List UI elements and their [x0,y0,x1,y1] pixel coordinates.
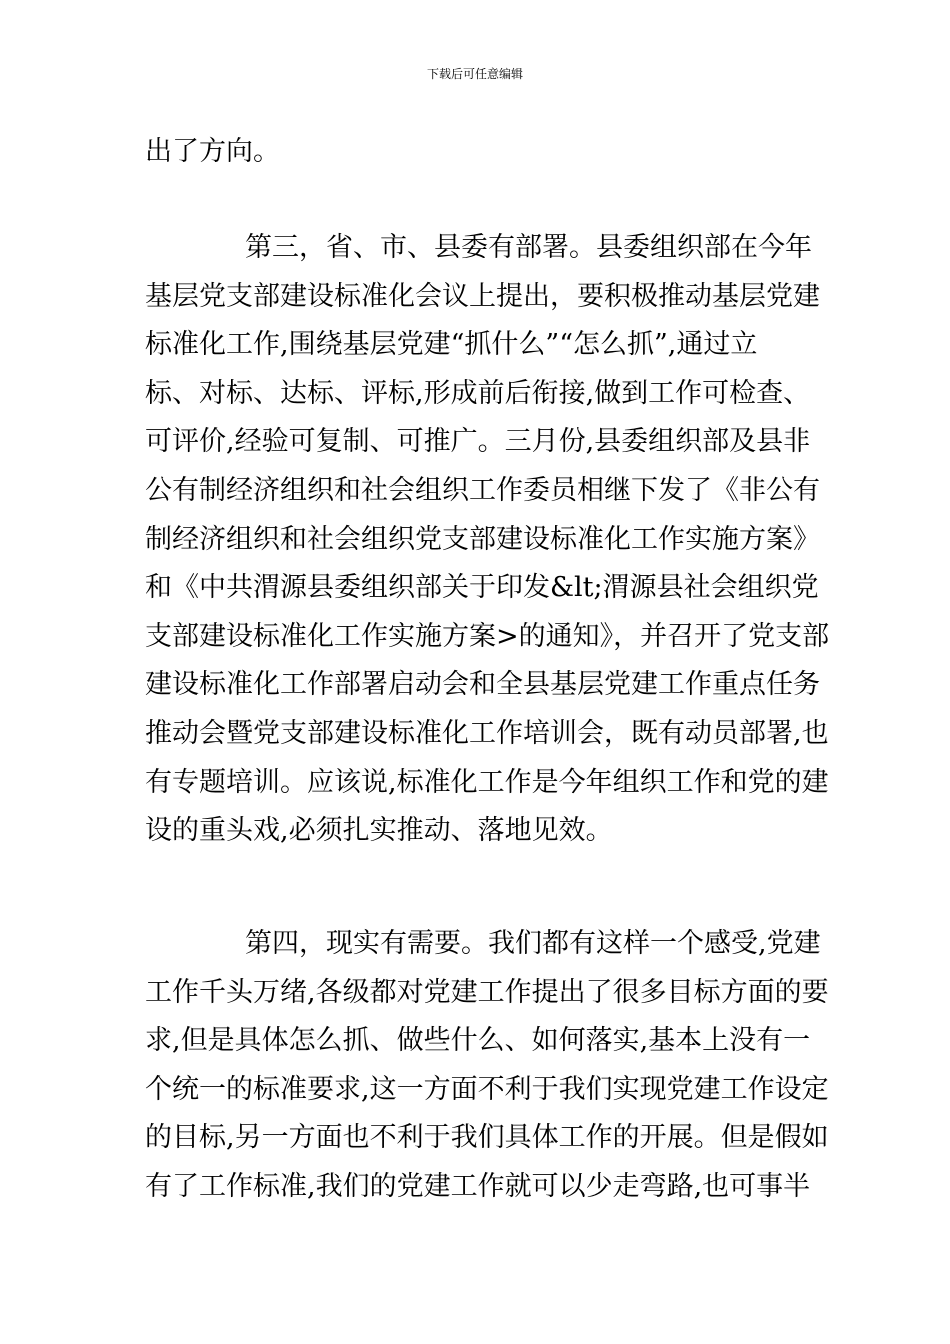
text-line: 第四，现实有需要。我们都有这样一个感受,党建 [245,928,821,959]
text-line: 求,但是具体怎么抓、做些什么、如何落实,基本上没有一 [145,1025,811,1057]
text-line: 出了方向。 [145,136,280,167]
text-line: 设的重头戏,必须扎实推动、落地见效。 [145,815,613,847]
text-line: 有了工作标准,我们的党建工作就可以少走弯路,也可事半 [145,1170,811,1202]
header-note: 下载后可任意编辑 [426,67,523,81]
text-line: 工作千头万绪,各级都对党建工作提出了很多目标方面的要 [145,976,829,1008]
text-line: 基层党支部建设标准化会议上提出，要积极推动基层党建 [145,280,820,312]
text-line: 个统一的标准要求,这一方面不利于我们实现党建工作设定 [145,1073,829,1105]
text-line: 支部建设标准化工作实施方案>的通知》，并召开了党支部 [145,620,830,652]
text-line: 标、对标、达标、评标,形成前后衔接,做到工作可检查、 [145,377,811,409]
text-line: 公有制经济组织和社会组织工作委员相继下发了《非公有 [145,474,820,506]
text-line: 有专题培训。应该说,标准化工作是今年组织工作和党的建 [145,766,829,798]
paragraph-fourth-point [145,920,829,1212]
paragraph-continuation [145,128,815,177]
text-line: 标准化工作,围绕基层党建“抓什么”“怎么抓”,通过立 [145,329,758,361]
text-line: 建设标准化工作部署启动会和全县基层党建工作重点任务 [145,669,820,701]
text-line: 第三，省、市、县委有部署。县委组织部在今年 [245,232,812,263]
paragraph-third-point [145,224,830,856]
text-line: 推动会暨党支部建设标准化工作培训会，既有动员部署,也 [145,717,829,749]
text-line: 可评价,经验可复制、可推广。三月份,县委组织部及县非 [145,426,811,458]
text-line: 的目标,另一方面也不利于我们具体工作的开展。但是假如 [145,1122,829,1154]
text-line: 和《中共渭源县委组织部关于印发&lt;渭源县社会组织党 [145,572,819,604]
text-line: 制经济组织和社会组织党支部建设标准化工作实施方案》 [145,523,820,555]
